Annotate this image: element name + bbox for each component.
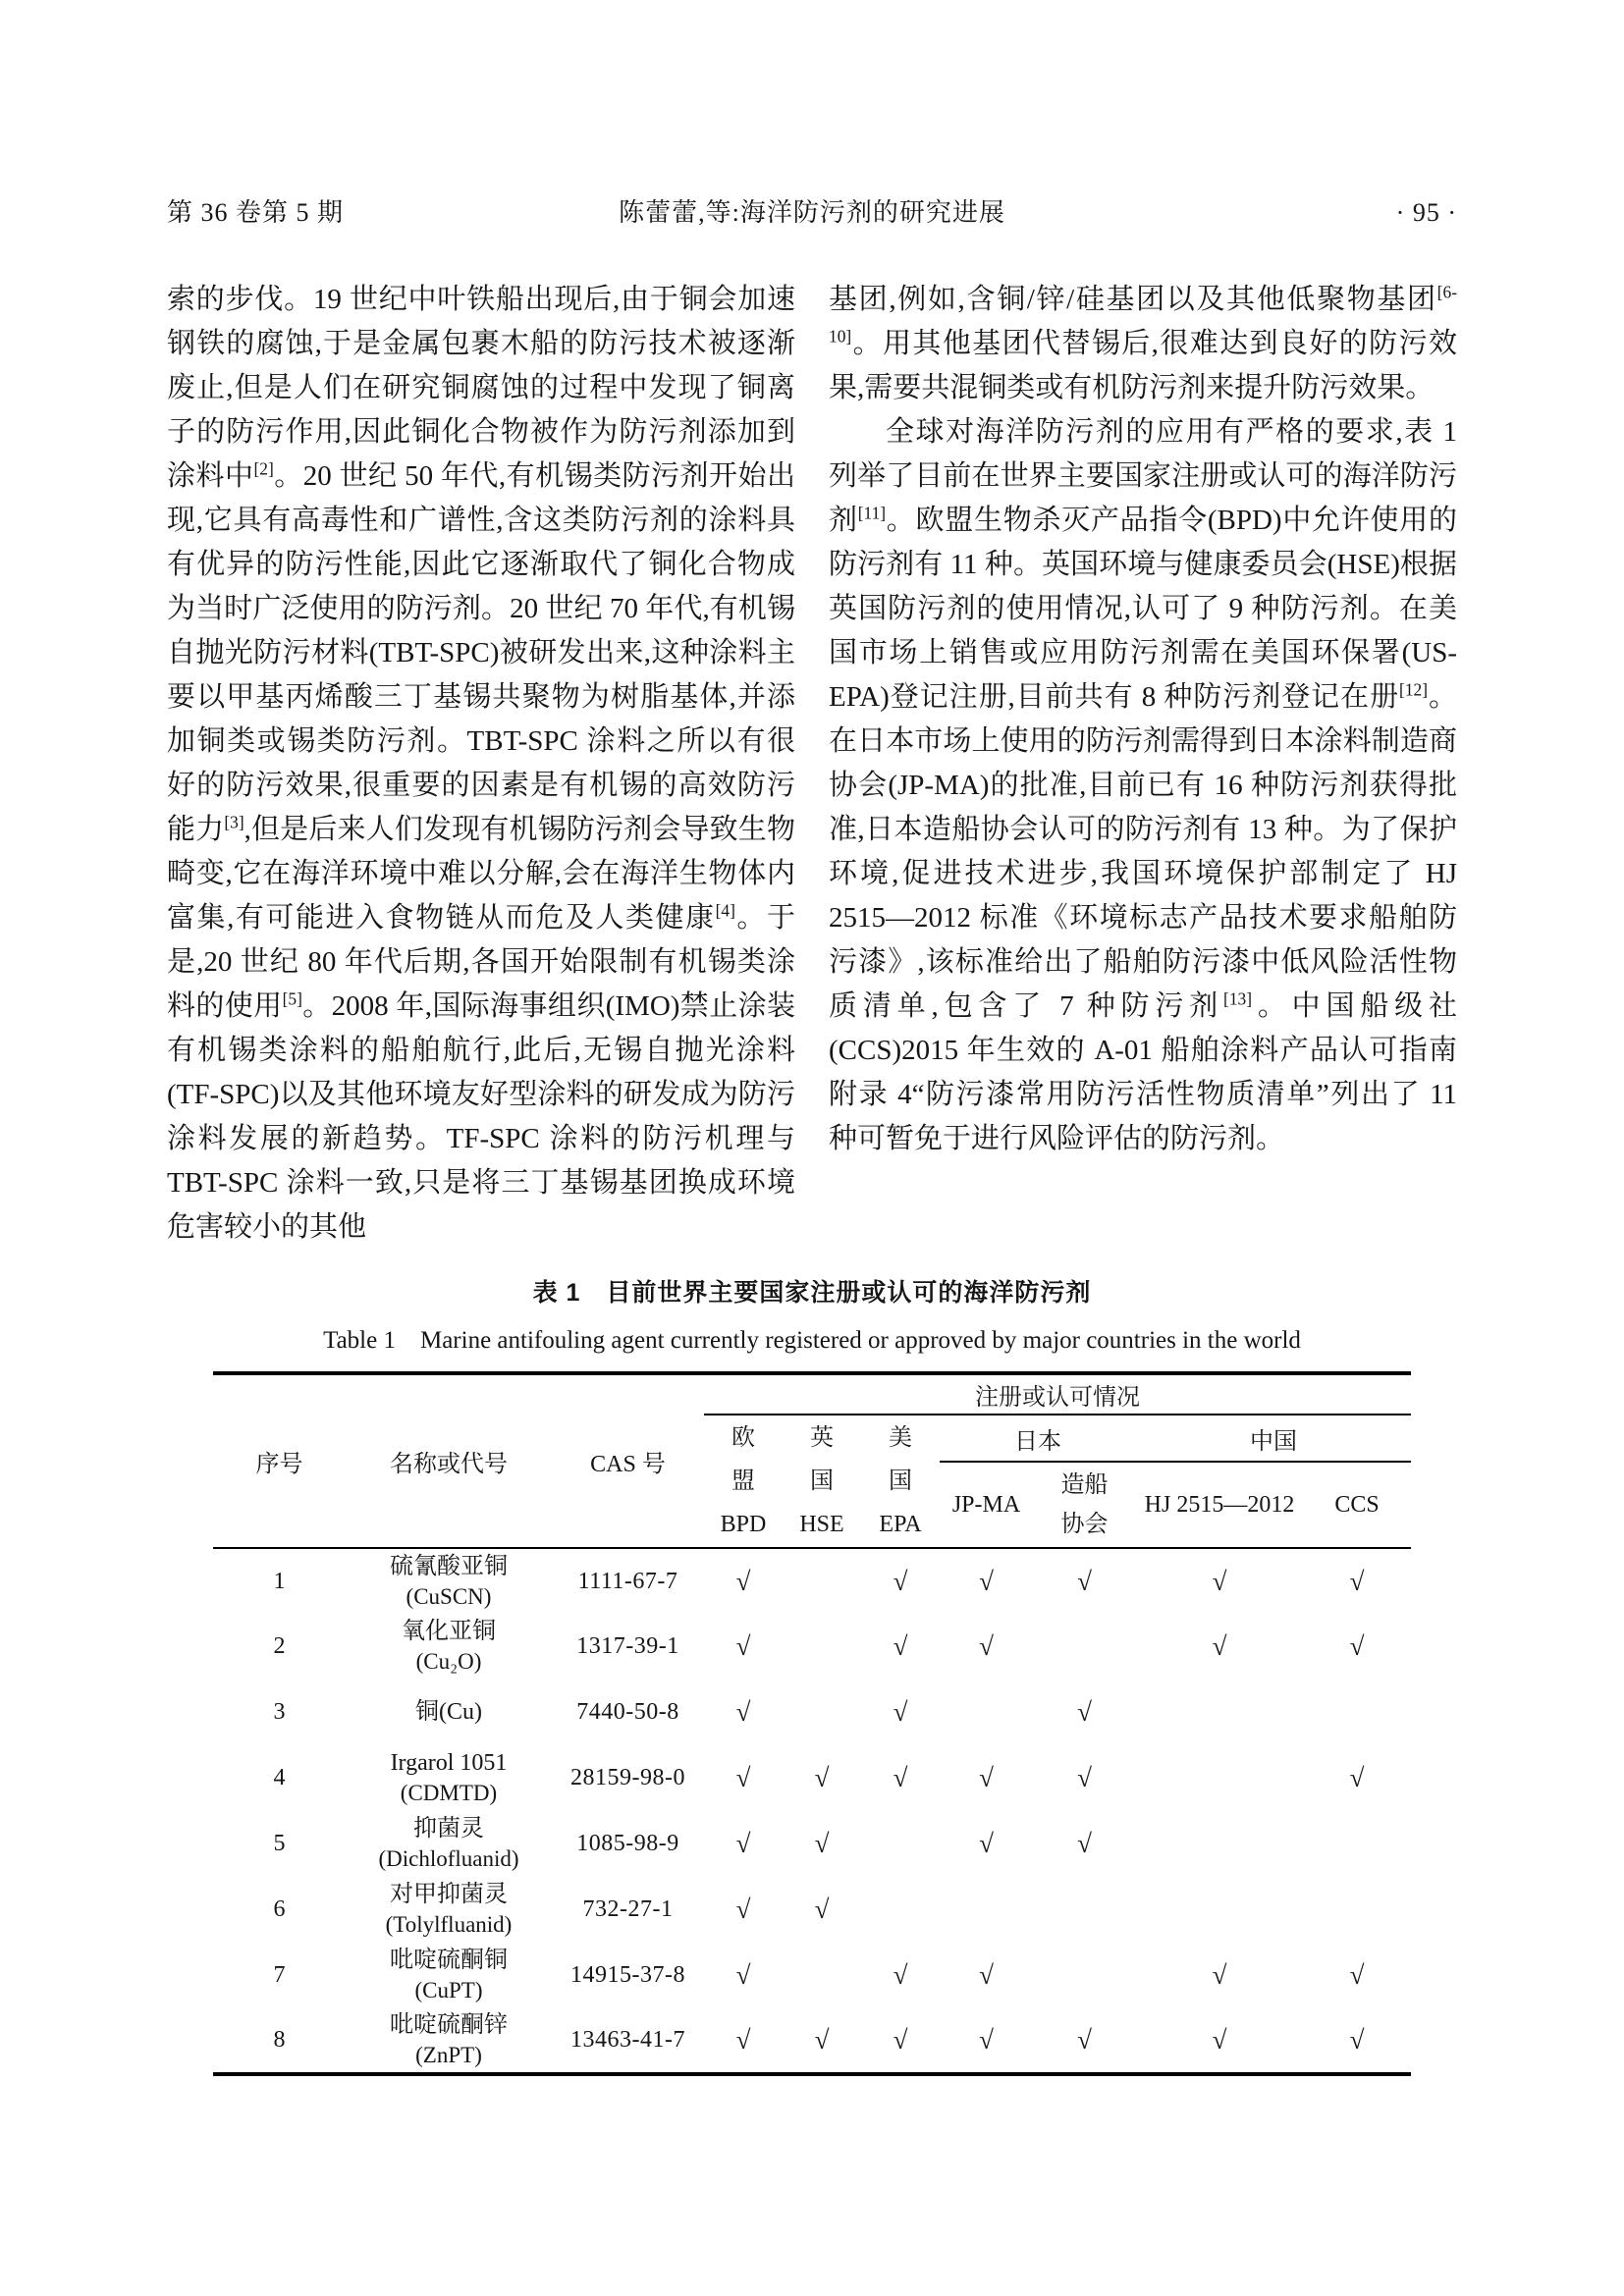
agent-code: (Tolylfluanid) [385,1912,513,1937]
approval-check-cell: √ [1077,1566,1092,1596]
approval-check-cell: √ [893,1763,908,1792]
approval-check-cell: √ [735,1763,751,1792]
agent-name: 吡啶硫酮铜 [390,1948,508,1973]
approval-check-cell: √ [979,1763,994,1792]
right-column [829,278,1457,1250]
agent-code: (CDMTD) [400,1781,498,1805]
agent-name-cell [346,1811,552,1877]
col-header-hj2515: HJ 2515—2012 [1144,1491,1295,1518]
approval-check-cell: √ [1077,1829,1092,1858]
approval-empty-cell [1136,1680,1303,1745]
approval-check-cell: √ [893,1960,908,1990]
approval-empty-cell [940,1680,1033,1745]
volume-issue: 第 36 卷第 5 期 [167,198,345,227]
col-header-jpma: JP-MA [951,1491,1021,1518]
agent-name: 对甲抑菌灵 [390,1882,508,1907]
table-row [213,1680,1411,1745]
approval-empty-cell [783,1614,861,1680]
approval-check-cell: √ [1077,1697,1092,1727]
agent-name: 抑菌灵 [413,1816,484,1842]
col-header-uk-hse: 英 国 HSE [799,1425,844,1537]
col-header-japan: 日本 [940,1415,1136,1462]
citation-ref: [4] [715,900,735,921]
approval-check-cell: √ [979,1829,994,1858]
approval-empty-cell [783,1548,861,1614]
table-row [213,1877,1411,1943]
agent-name: 氧化亚铜 [402,1619,496,1644]
table-row [213,2008,1411,2074]
approval-check-cell: √ [1349,1763,1365,1792]
approval-check-cell: √ [893,1631,908,1661]
approval-check-cell: √ [735,1697,751,1727]
approval-check-cell: √ [979,2025,994,2055]
approval-check-cell: √ [1212,1566,1227,1596]
row-number-cell: 6 [273,1896,286,1922]
approval-empty-cell [940,1877,1033,1943]
approval-check-cell: √ [1212,1631,1227,1661]
approval-empty-cell [1136,1811,1303,1877]
running-title: 陈蕾蕾,等:海洋防污剂的研究进展 [619,198,1005,227]
approval-check-cell: √ [979,1566,994,1596]
page-header [167,192,1457,229]
citation-ref: [13] [1223,988,1253,1009]
row-number-cell: 1 [273,1568,286,1594]
approval-check-cell: √ [735,2025,751,2055]
agent-code: (Dichlofluanid) [378,1846,519,1871]
agent-name-cell [346,1614,552,1680]
col-header-approval-group: 注册或认可情况 [704,1373,1411,1415]
cas-number-cell: 14915-37-8 [570,1962,685,1988]
col-header-eu-bpd: 欧 盟 BPD [720,1425,767,1537]
approval-empty-cell [783,1943,861,2008]
approval-check-cell: √ [979,1960,994,1990]
agent-name-cell [346,1943,552,2008]
page-number: · 95 · [1395,198,1457,227]
citation-ref: [11] [857,503,887,523]
agent-code: (ZnPT) [415,2043,482,2067]
col-header-shipbuilding: 造船 协会 [1060,1472,1109,1537]
agent-name: 吡啶硫酮锌 [390,2012,508,2038]
approval-check-cell: √ [1212,1960,1227,1990]
table-row [213,1745,1411,1811]
citation-ref: [12] [1399,679,1429,700]
col-header-us-epa: 美 国 EPA [879,1425,922,1537]
approval-check-cell: √ [1212,2025,1227,2055]
approval-check-cell: √ [735,1960,751,1990]
approval-empty-cell [1303,1877,1411,1943]
left-column [167,278,795,1250]
row-number-cell: 8 [273,2027,286,2053]
agent-name-cell [346,1877,552,1943]
table-row [213,1548,1411,1614]
approval-check-cell: √ [814,1895,830,1924]
approval-check-cell: √ [735,1895,751,1924]
approval-check-cell: √ [1077,2025,1092,2055]
paragraph: 基团,例如,含铜/锌/硅基团以及其他低聚物基团[6-10]。用其他基团代替锡后,很难达到良好的防污效果,需要共混铜类或有机防污剂来提升防污效果。 [829,282,1457,403]
table-caption-en: Table 1 Marine antifouling agent currently registered or approved by major countries in the world [323,1327,1301,1354]
agent-name-cell [346,2008,552,2074]
table-caption-zh: 表 1 目前世界主要国家注册或认可的海洋防污剂 [532,1279,1092,1307]
approval-empty-cell [1136,1877,1303,1943]
citation-ref: [2] [253,458,274,479]
approval-check-cell: √ [735,1829,751,1858]
approval-empty-cell [1136,1745,1303,1811]
approval-check-cell: √ [1077,1763,1092,1792]
col-header-china: 中国 [1136,1415,1411,1462]
approval-check-cell: √ [814,1763,830,1792]
agent-code: (CuSCN) [406,1583,492,1609]
col-header-name: 名称或代号 [390,1452,508,1477]
approval-check-cell: √ [893,2025,908,2055]
paragraph: 索的步伐。19 世纪中叶铁船出现后,由于铜会加速钢铁的腐蚀,于是金属包裹木船的防污技术被逐渐废止,但是人们在研究铜腐蚀的过程中发现了铜离子的防污作用,因此铜化合物被作为防污剂添加到涂料中[2]。20 世纪 50 年代,有机锡类防污剂开始出现,它具有高毒性和广谱性,含这类防污剂的涂料具有优异的防污性能,因此它逐渐取代了铜化合物成为当时广泛使用的防污剂。20 世纪 70 年代,有机锡自抛光防污材料(TBT-SPC)被研发出来,这种涂料主要以甲基丙烯酸三丁基锡共聚物为树脂基体,并添加铜类或锡类防污剂。TBT-SPC 涂料之所以有很好的防污效果,很重要的因素是有机锡的高效防污能力[3],但是后来人们发现有机锡防污剂会导致生物畸变,它在海洋环境中难以分解,会在海洋生物体内富集,有可能进入食物链从而危及人类健康[4]。于是,20 世纪 80 年代后期,各国开始限制有机锡类涂料的使用[5]。2008 年,国际海事组织(IMO)禁止涂装有机锡类涂料的船舶航行,此后,无锡自抛光涂料(TF-SPC)以及其他环境友好型涂料的研发成为防污涂料发展的新趋势。TF-SPC 涂料的防污机理与 TBT-SPC 涂料一致,只是将三丁基锡基团换成环境危害较小的其他 [167,284,795,1243]
table-row [213,1614,1411,1680]
cas-number-cell: 28159-98-0 [570,1765,685,1790]
agent-name-cell [346,1745,552,1811]
table-section [167,1273,1457,2076]
row-number-cell: 3 [273,1699,286,1725]
approval-empty-cell [1303,1680,1411,1745]
agent-name-cell [346,1548,552,1614]
col-header-ccs: CCS [1334,1491,1380,1518]
col-header-no: 序号 [255,1452,303,1477]
approval-empty-cell [861,1877,940,1943]
row-number-cell: 4 [273,1765,286,1790]
citation-ref: [6-10] [829,282,1457,347]
approval-check-cell: √ [735,1631,751,1661]
agent-name: 硫氰酸亚铜 [390,1553,508,1579]
agent-name-cell [346,1680,552,1745]
approval-check-cell: √ [814,2025,830,2055]
approval-check-cell: √ [979,1631,994,1661]
row-number-cell: 5 [273,1831,286,1856]
citation-ref: [3] [224,812,244,832]
cas-number-cell: 1085-98-9 [576,1831,679,1856]
agent-code: (CuPT) [414,1978,483,2002]
approval-empty-cell [1033,1877,1136,1943]
cas-number-cell: 13463-41-7 [570,2027,685,2053]
approval-empty-cell [783,1680,861,1745]
approval-check-cell: √ [1349,1566,1365,1596]
paragraph: 全球对海洋防污剂的应用有严格的要求,表 1 列举了目前在世界主要国家注册或认可的海洋防污剂[11]。欧盟生物杀灭产品指令(BPD)中允许使用的防污剂有 11 种。英国环境与健康委员会(HSE)根据英国防污剂的使用情况,认可了 9 种防污剂。在美国市场上销售或应用防污剂需在美国环保署(US-EPA)登记注册,目前共有 8 种防污剂登记在册[12]。在日本市场上使用的防污剂需得到日本涂料制造商协会(JP-MA)的批准,目前已有 16 种防污剂获得批准,日本造船协会认可的防污剂有 13 种。为了保护环境,促进技术进步,我国环境保护部制定了 HJ 2515—2012 标准《环境标志产品技术要求船舶防污漆》,该标准给出了船舶防污漆中低风险活性物质清单,包含了 7 种防污剂[13]。中国船级社(CCS)2015 年生效的 A-01 船舶涂料产品认可指南附录 4“防污漆常用防污活性物质清单”列出了 11 种可暂免于进行风险评估的防污剂。 [829,416,1457,1154]
agent-code: (Cu₂O) [415,1649,482,1674]
cas-number-cell: 1111-67-7 [577,1568,678,1594]
table-row [213,1811,1411,1877]
row-number-cell: 7 [273,1962,286,1988]
cas-number-cell: 732-27-1 [582,1896,674,1922]
col-header-cas: CAS 号 [590,1452,666,1477]
approval-empty-cell [1033,1943,1136,2008]
citation-ref: [5] [282,988,302,1009]
cas-number-cell: 7440-50-8 [576,1699,679,1725]
approval-check-cell: √ [1349,1960,1365,1990]
cas-number-cell: 1317-39-1 [576,1633,679,1659]
approval-check-cell: √ [814,1829,830,1858]
agent-name: Irgarol 1051 [390,1750,508,1776]
approval-check-cell: √ [1349,2025,1365,2055]
approval-empty-cell [1033,1614,1136,1680]
antifouling-approvals-table [213,1371,1411,2076]
article-body [167,278,1457,1250]
approval-check-cell: √ [893,1697,908,1727]
approval-check-cell: √ [1349,1631,1365,1661]
row-number-cell: 2 [273,1633,286,1659]
approval-empty-cell [861,1811,940,1877]
table-row [213,1943,1411,2008]
approval-check-cell: √ [893,1566,908,1596]
approval-check-cell: √ [735,1566,751,1596]
agent-name: 铜(Cu) [415,1699,482,1725]
approval-empty-cell [1303,1811,1411,1877]
